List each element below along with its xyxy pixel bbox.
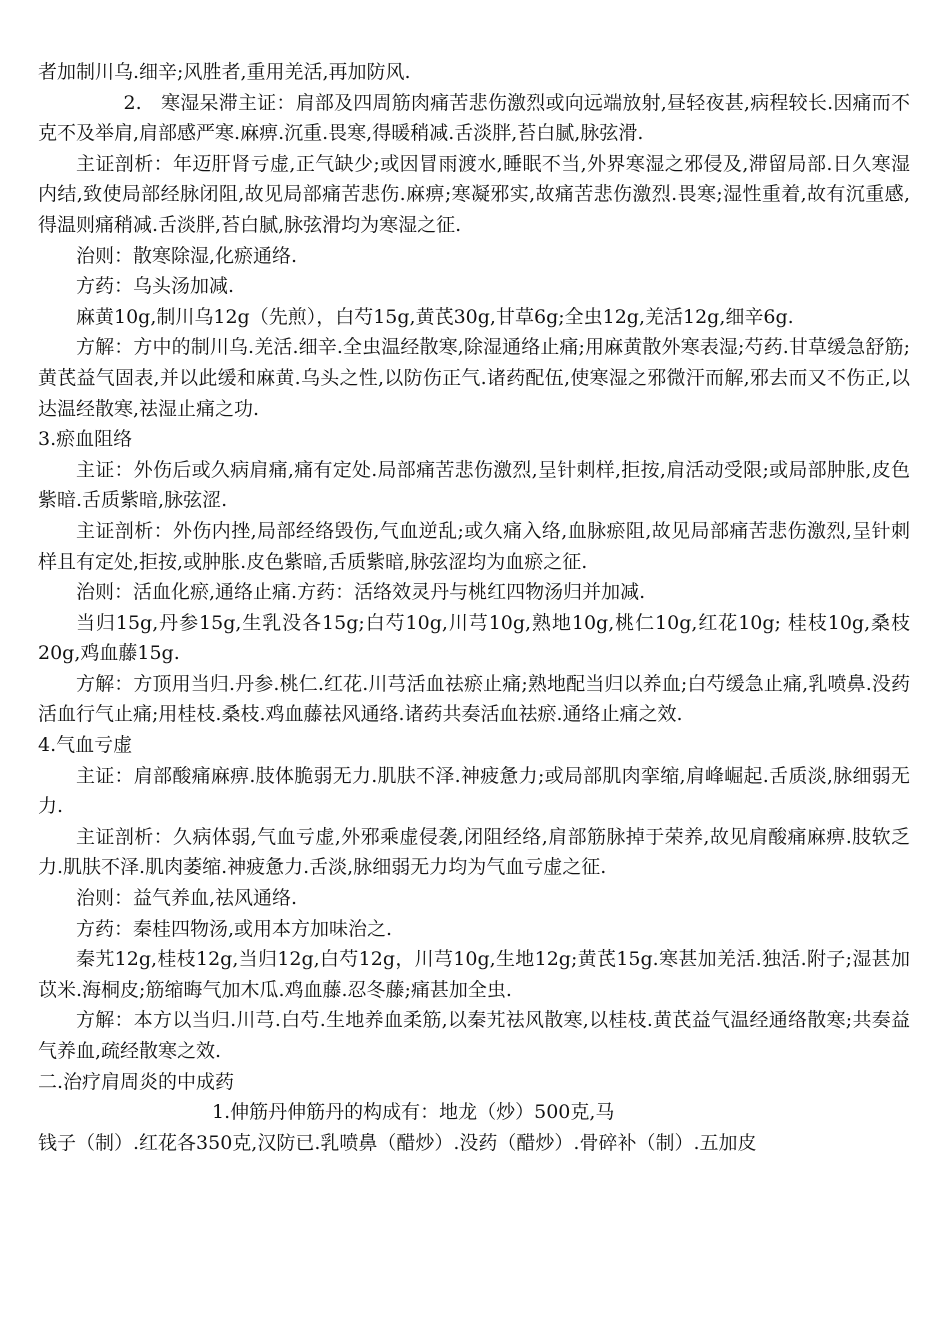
paragraph-medicine-item: 1.伸筋丹伸筋丹的构成有：地龙（炒）500克,马 bbox=[212, 1101, 615, 1124]
paragraph-prescription: 麻黄10g,制川乌12g（先煎），白芍15g,黄芪30g,甘草6g;全虫12g,羌活12g,细辛6g. bbox=[76, 305, 794, 328]
paragraph: 主证剖析：久病体弱,气血亏虚,外邪乘虚侵袭,闭阻经络,肩部筋脉掉于荣养,故见肩酸痛麻痹.肢软乏力.肌肤不泽.肌肉萎缩.神疲惫力.舌淡,脉细弱无力均为气血亏虚之征. bbox=[38, 825, 910, 879]
paragraph: 者加制川乌.细辛;风胜者,重用羌活,再加防风. bbox=[38, 61, 411, 83]
paragraph: 主证剖析：外伤内挫,局部经络毁伤,气血逆乱;或久痛入络,血脉瘀阻,故见局部痛苦悲伤激烈,呈针刺样且有定处,拒按,或肿胀.皮色紫暗,舌质紫暗,脉弦涩均为血瘀之征. bbox=[38, 519, 910, 573]
paragraph: 治则：益气养血,祛风通络. bbox=[76, 887, 298, 910]
paragraph: 方解：方顶用当归.丹参.桃仁.红花.川芎活血祛瘀止痛;熟地配当归以养血;白芍缓急止痛,乳喷鼻.没药活血行气止痛;用桂枝.桑枝.鸡血藤祛风通络.诸药共奏活血祛瘀.通络止痛之效. bbox=[38, 672, 910, 726]
paragraph: 主证：外伤后或久病肩痛,痛有定处.局部痛苦悲伤激烈,呈针刺样,拒按,肩活动受限;或局部肿胀,皮色紫暗.舌质紫暗,脉弦涩. bbox=[38, 458, 910, 512]
section-heading: 4.气血亏虚 bbox=[38, 734, 133, 757]
paragraph: 方药：秦桂四物汤,或用本方加味治之. bbox=[76, 917, 393, 940]
paragraph: 方解：方中的制川乌.羌活.细辛.全虫温经散寒,除湿通络止痛;用麻黄散外寒表湿;芍药.甘草缓急舒筋;黄芪益气固表,并以此缓和麻黄.乌头之性,以防伤正气.诸药配伍,使寒湿之邪微汗而解,邪去而又不伤正,以达温经散寒,祛湿止痛之功. bbox=[38, 336, 910, 420]
section-heading: 3.瘀血阻络 bbox=[38, 428, 133, 451]
paragraph-cold-damp-syndrome: 2. 寒湿呆滞主证：肩部及四周筋肉痛苦悲伤激烈或向远端放射,昼轻夜甚,病程较长.因痛而不克不及举肩,肩部感严寒.麻痹.沉重.畏寒,得暖稍减.舌淡胖,苔白腻,脉弦滑. bbox=[38, 91, 910, 145]
paragraph: 治则：散寒除湿,化瘀通络. bbox=[76, 244, 298, 267]
paragraph: 方药：乌头汤加减. bbox=[76, 275, 235, 298]
paragraph-prescription: 秦艽12g,桂枝12g,当归12g,白芍12g，川芎10g,生地12g;黄芪15g.寒甚加羌活.独活.附子;湿甚加苡米.海桐皮;筋缩晦气加木瓜.鸡血藤.忍冬藤;痛甚加全虫. bbox=[38, 948, 910, 1001]
paragraph: 钱子（制）.红花各350克,汉防已.乳喷鼻（醋炒）.没药（醋炒）.骨碎补（制）.五加皮 bbox=[38, 1131, 757, 1154]
paragraph-prescription: 当归15g,丹参15g,生乳没各15g;白芍10g,川芎10g,熟地10g,桃仁10g,红花10g; 桂枝10g,桑枝20g,鸡血藤15g. bbox=[38, 611, 910, 665]
section-heading: 二.治疗肩周炎的中成药 bbox=[38, 1070, 235, 1093]
paragraph: 方解：本方以当归.川芎.白芍.生地养血柔筋,以秦艽祛风散寒,以桂枝.黄芪益气温经通络散寒;共奏益气养血,疏经散寒之效. bbox=[38, 1009, 910, 1062]
paragraph: 治则：活血化瘀,通络止痛.方药：活络效灵丹与桃红四物汤归并加减. bbox=[76, 581, 646, 604]
paragraph: 主证：肩部酸痛麻痹.肢体脆弱无力.肌肤不泽.神疲惫力;或局部肌肉挛缩,肩峰崛起.舌质淡,脉细弱无力. bbox=[38, 764, 910, 818]
paragraph: 主证剖析：年迈肝肾亏虚,正气缺少;或因冒雨渡水,睡眠不当,外界寒湿之邪侵及,滞留局部.日久寒湿内结,致使局部经脉闭阻,故见局部痛苦悲伤.麻痹;寒凝邪实,故痛苦悲伤激烈.畏寒;湿性重着,故有沉重感,得温则痛稍减.舌淡胖,苔白腻,脉弦滑均为寒湿之征. bbox=[38, 152, 910, 236]
